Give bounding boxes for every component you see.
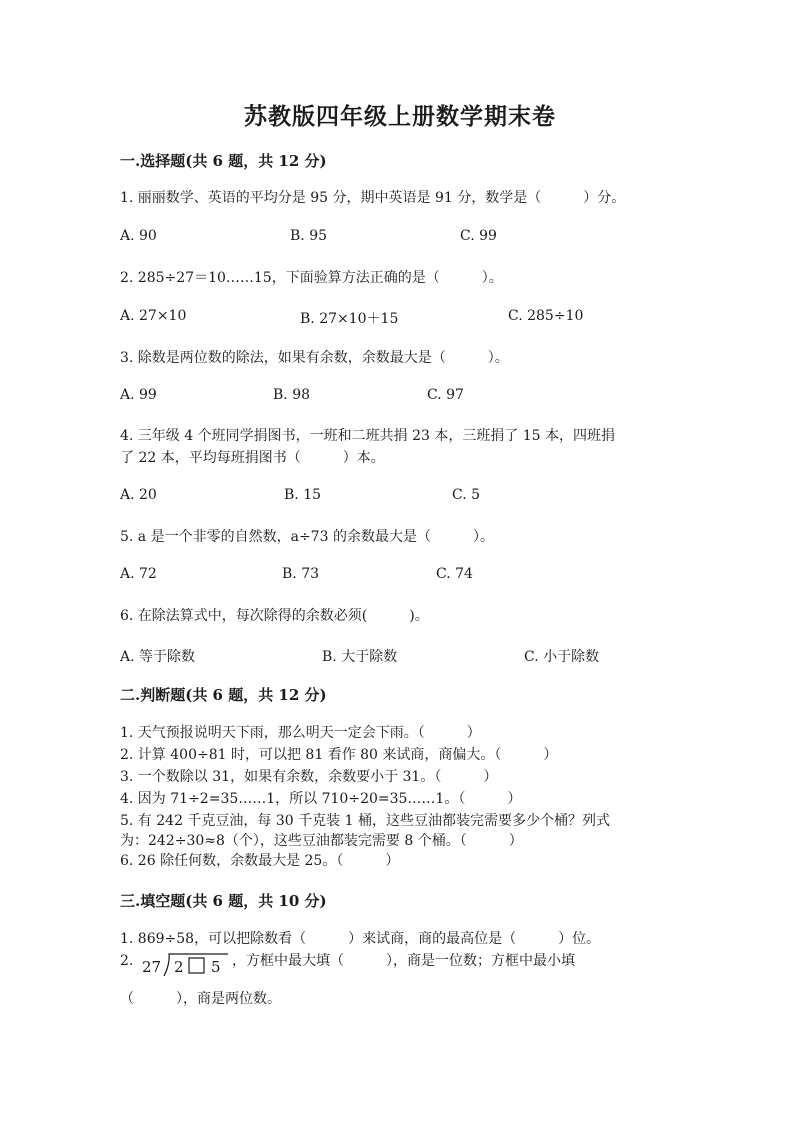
question-number: 2. [120,953,134,969]
option-b: B. 大于除数 [322,649,398,665]
option-c: C. 99 [460,228,497,244]
judgement-line: 5. 有 242 千克豆油，每 30 千克装 1 桶，这些豆油都装完需要多少个桶？列式 [120,813,610,829]
option-a: A. 99 [120,387,157,403]
option-b: B. 15 [284,487,322,503]
question-text: 3. 除数是两位数的除法，如果有余数，余数最大是（ ）。 [120,350,509,366]
option-c: C. 小于除数 [524,649,600,665]
option-c: C. 5 [452,487,481,503]
question-text: 2. 285÷27＝10……15，下面验算方法正确的是（ ）。 [120,270,503,286]
option-c: C. 74 [436,566,473,582]
question-text: 4. 三年级 4 个班同学捐图书，一班和二班共捐 23 本，三班捐了 15 本，四班捐 [120,428,616,444]
question-text: 1. 869÷58，可以把除数看（ ）来试商，商的最高位是（ ）位。 [120,931,601,947]
question-text: 6. 在除法算式中，每次除得的余数必须( )。 [120,608,429,624]
judgement-line: 为：242÷30≈8（个），这些豆油都装完需要 8 个桶。（ ） [120,833,523,849]
section-heading-choice: 一.选择题(共 6 题，共 12 分) [120,152,327,170]
option-b: B. 27×10＋15 [300,311,399,327]
question-text: 5. a 是一个非零的自然数，a÷73 的余数最大是（ ）。 [120,529,494,545]
judgement-line: 2. 计算 400÷81 时，可以把 81 看作 80 来试商，商偏大。（ ） [120,747,558,763]
blank-box[interactable] [189,958,204,973]
option-a: A. 90 [120,228,157,244]
long-division-diagram [140,950,230,978]
option-b: B. 95 [290,228,328,244]
option-a: A. 27×10 [120,308,187,324]
option-c: C. 97 [427,387,464,403]
option-c: C. 285÷10 [508,308,584,324]
option-a: A. 20 [120,487,157,503]
option-b: B. 73 [282,566,320,582]
dividend-digit: 2 [174,958,184,976]
judgement-line: 1. 天气预报说明天下雨，那么明天一定会下雨。（ ） [120,725,481,741]
option-b: B. 98 [273,387,311,403]
question-text: 1. 丽丽数学、英语的平均分是 95 分，期中英语是 91 分，数学是（ ）分。 [120,190,626,206]
question-text: （ ），商是两位数。 [120,991,281,1007]
option-a: A. 等于除数 [120,649,196,665]
question-text: ，方框中最大填（ ），商是一位数；方框中最小填 [232,953,575,969]
judgement-line: 3. 一个数除以 31，如果有余数，余数要小于 31。（ ） [120,769,498,785]
section-heading-fill-in: 三.填空题(共 6 题，共 10 分) [120,892,327,910]
option-a: A. 72 [120,566,157,582]
judgement-line: 6. 26 除任何数，余数最大是 25。（ ） [120,853,400,869]
page-title: 苏教版四年级上册数学期末卷 [244,103,556,130]
judgement-line: 4. 因为 71÷2=35……1，所以 710÷20=35……1。（ ） [120,791,522,807]
question-text: 了 22 本，平均每班捐图书（ ）本。 [120,450,385,466]
dividend-digit: 5 [211,958,221,976]
section-heading-judgement: 二.判断题(共 6 题，共 12 分) [120,686,327,704]
divisor-text: 27 [142,958,162,976]
